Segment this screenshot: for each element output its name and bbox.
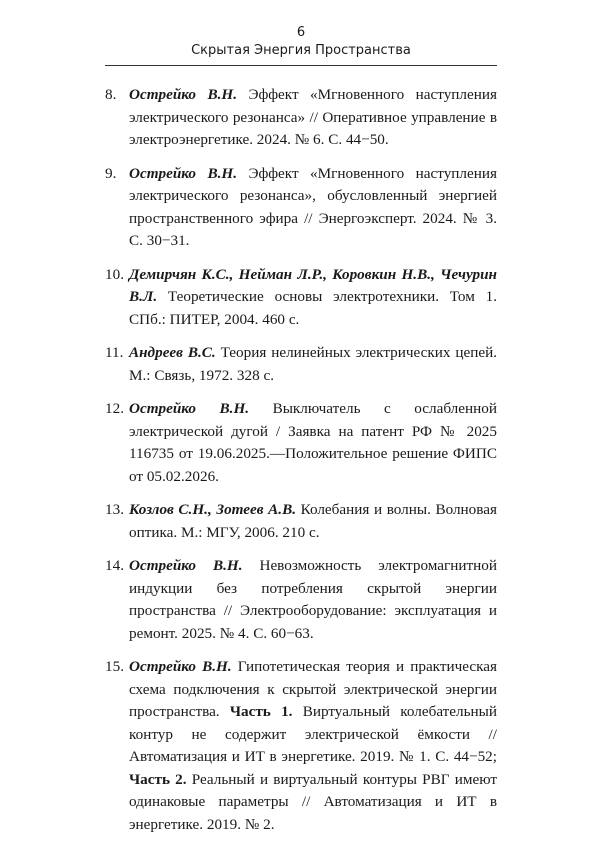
reference-number: 15.: [105, 658, 124, 675]
reference-item: [105, 398, 497, 488]
reference-number: 12.: [105, 400, 124, 417]
reference-author: Острейко В.Н.: [129, 400, 250, 417]
header-rule: [105, 65, 497, 66]
reference-author: Острейко В.Н.: [129, 164, 237, 182]
reference-number: 10.: [105, 265, 124, 283]
reference-number: 13.: [105, 501, 124, 518]
reference-number: 14.: [105, 557, 124, 574]
reference-author: Андреев В.С.: [129, 344, 216, 361]
reference-item: [105, 163, 497, 253]
reference-item: [105, 656, 497, 836]
reference-item: [105, 555, 497, 645]
reference-number: 9.: [105, 164, 117, 182]
reference-text: Эффект «Мгновенного наступления электрического резонанса» // Оперативное управление в электроэнергетике. 2024. № 6. С. 44−50.: [129, 86, 497, 148]
reference-number: 11.: [105, 344, 124, 361]
reference-text: Колебания и волны. Волновая оптика. М.: МГУ, 2006. 210 с.: [129, 501, 497, 541]
reference-list: [105, 84, 497, 847]
reference-author: Острейко В.Н.: [129, 86, 237, 103]
reference-item: [105, 499, 497, 544]
page-header: [105, 24, 497, 66]
reference-text: Теория нелинейных электрических цепей. М.: Связь, 1972. 328 с.: [129, 344, 497, 384]
reference-author: Острейко В.Н.: [129, 658, 232, 675]
running-title: Скрытая Энергия Пространства: [191, 43, 411, 58]
reference-text: Эффект «Мгновенного наступления электрического резонанса», обусловленный энергией пространственного эфира // Энергоэксперт. 2024. № 3. С. 30−31.: [129, 164, 497, 249]
reference-text: Реальный и виртуальный контуры РВГ имеют одинаковые параметры // Автоматизация и ИТ в энергетике. 2019. № 2.: [129, 770, 497, 833]
reference-text: Невозможность электромагнитной индукции без потребления скрытой энергии пространства // Электрооборудование: эксплуатация и ремонт. 2025. № 4. С. 60−63.: [129, 557, 497, 642]
reference-item: [105, 264, 497, 332]
reference-item: [105, 84, 497, 152]
reference-author: Острейко В.Н.: [129, 557, 243, 574]
reference-text: Теоретические основы электротехники. Том 1. СПб.: ПИТЕР, 2004. 460 с.: [129, 288, 497, 328]
reference-number: 8.: [105, 86, 117, 103]
reference-author: Козлов С.Н., Зотеев А.В.: [129, 501, 296, 518]
reference-text: Виртуальный колебательный контур не содержит электрической ёмкости // Автоматизация и ИТ в энергетике. 2019. № 1. С. 44−52;: [129, 703, 498, 765]
part-label: Часть 2.: [129, 770, 187, 788]
reference-author: Демирчян К.С., Нейман Л.Р., Коровкин Н.В., Чечурин В.Л.: [129, 265, 497, 305]
reference-text: Гипотетическая теория и практическая схема подключения к скрытой электрической энергии пространства.: [129, 658, 497, 720]
reference-text: Выключатель с ослабленной электрической дугой / Заявка на патент РФ № 2025 116735 от 19.06.2025.—Положительное решение ФИПС от 05.02.2026.: [129, 400, 497, 485]
part-label: Часть 1.: [229, 703, 293, 720]
reference-item: [105, 342, 497, 387]
page-number: 6: [296, 25, 306, 40]
